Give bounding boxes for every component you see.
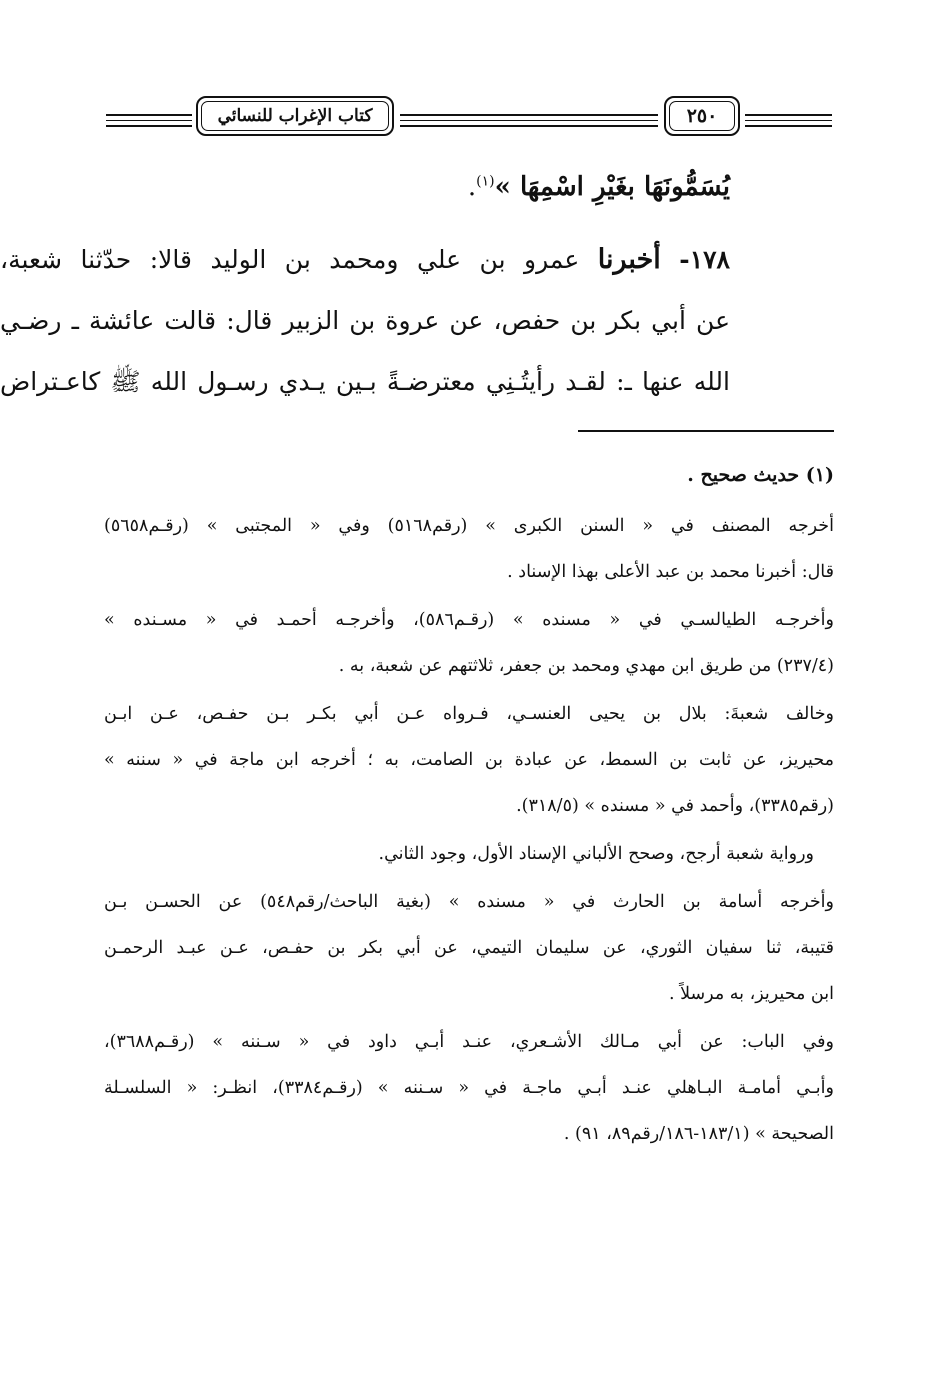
footnote-line: (رقم٣٣٨٥)، وأحمد في « مسنده » (٣١٨/٥). [516,796,834,816]
footnote-line: الصحيحة » (١٨٣/١-١٨٦/رقم٨٩، ٩١) . [563,1124,834,1144]
footnote-heading: (١) حديث صحيح . [687,464,834,486]
main-line-1 [0,244,730,275]
hadith-number: ١٧٨- [679,245,730,274]
footnote-line: قتيبة، ثنا سفيان الثوري، عن سليمان التيمي، عن أبي بكر بن حفـص، عـن عبـد الرحمـن [104,938,834,958]
footnote-line: (٢٣٧/٤) من طريق ابن مهدي ومحمد بن جعفر، ثلاثتهم عن شعبة، به . [338,656,834,676]
footnote-line: وأخرجـه الطيالسـي في « مسنده » (رقـم٥٨٦)، وأخرجـه أحمـد في « مسـنده » [104,610,834,630]
footnote-line: وخالف شعبةَ: بلال بن يحيى العنسـي، فـرواه عـن أبي بكـر بـن حفـص، عـن ابـن [104,704,834,724]
footnote-line: ورواية شعبة أرجح، وصحح الألباني الإسناد الأول، وجود الثاني. [378,844,814,864]
main-line-3: الله عنها ـ: لقـد رأيتُـنِي معترضـةً بـين يـدي رسـول الله ﷺ كاعـتراض [0,367,730,396]
footnote-ref: (١) [476,173,495,190]
footnote-line: وفي الباب: عن أبي مـالك الأشـعري، عنـد أبـي داود في « سـننه » (رقـم٣٦٨٨)، [104,1032,834,1052]
footnote-line: وأبـي أمامـة البـاهلي عنـد أبـي ماجـة في « سـننه » (رقـم٣٣٨٤)، انظـر: « السلسـلة [104,1078,834,1098]
book-title-frame [196,96,394,136]
page-number-frame [664,96,740,136]
footnote-line: ابن محيريز، به مرسلاً . [668,984,834,1004]
page-number: ٢٥٠ [686,105,718,127]
hadith-tail-end: . [467,172,477,202]
hadith-tail-text: يُسَمُّونَهَا بغَيْرِ اسْمِهَا » [494,172,730,202]
footnote-line: أخرجه المصنف في « السنن الكبرى » (رقم٥١٦٨) وفي « المجتبى » (رقـم٥٦٥٨) [104,516,834,536]
main-line-0 [0,172,730,202]
footnote-line: وأخرجه أسامة بن الحارث في « مسنده » (بغية الباحث/رقم٥٤٨) عن الحسـن بـن [104,892,834,912]
footnote-separator [578,430,834,432]
footnote-line: محيريز، عن ثابت بن السمط، عن عبادة بن الصامت، به ؛ أخرجه ابن ماجة في « سننه » [104,750,834,770]
footnote-line: قال: أخبرنا محمد بن عبد الأعلى بهذا الإسناد . [507,562,834,582]
book-title: كتاب الإغراب للنسائي [217,106,373,126]
isnad-line-1: عمرو بن علي ومحمد بن الوليد قالا: حدّثنا شعبة، [0,245,580,274]
main-line-2: عن أبي بكر بن حفص، عن عروة بن الزبير قال: قالت عائشة ـ رضـي [0,306,730,335]
akhbarana-heading: أخبرنا [597,244,661,275]
